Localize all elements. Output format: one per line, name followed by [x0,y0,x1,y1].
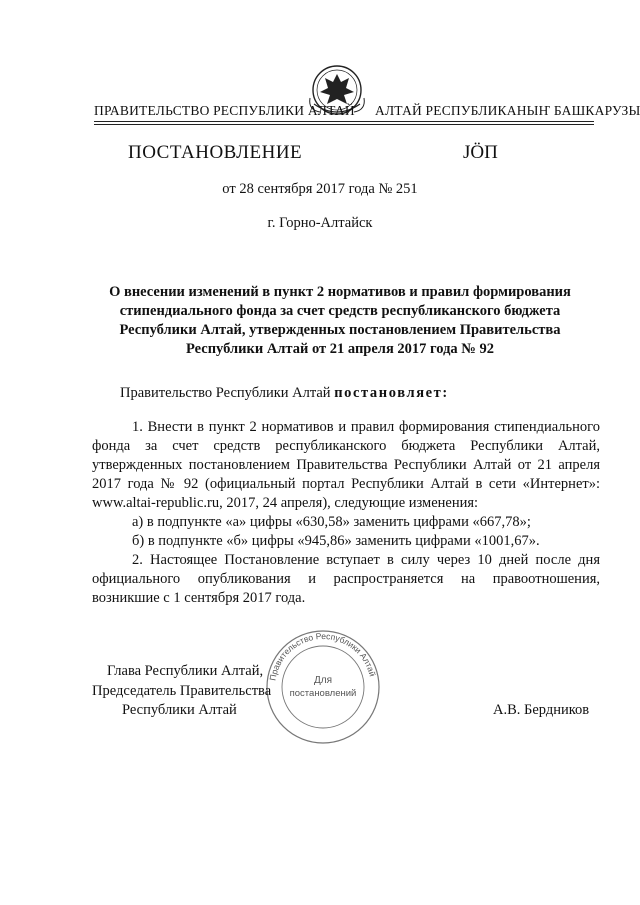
signatory-name: А.В. Бердников [493,702,590,718]
title-line: Республики Алтай, утвержденных постановлением Правительства [119,322,561,338]
doc-type-altai: JÖП [463,142,498,163]
signatory-title-2: Председатель Правительства [92,683,272,699]
org-name-russian: ПРАВИТЕЛЬСТВО РЕСПУБЛИКИ АЛТАЙ [94,103,355,118]
document-body [92,418,600,608]
stamp-center-line2: постановлений [289,688,357,699]
doc-type-russian: ПОСТАНОВЛЕНИЕ [128,142,303,163]
preamble-text: Правительство Республики Алтай [120,385,335,401]
paragraph-1: 1. Внести в пункт 2 нормативов и правил формирования стипендиального фонда за счет средств республиканского бюджета Республики Алтай, утвержденных постановлением Правительства Республики Алтай от 21 апреля 2017 года № 92 (официальный портал Республики Алтай в сети «Интернет»: www.altai-republic.ru, 2017, 24 апреля), следующие изменения: [92,419,600,511]
signatory-title-3: Республики Алтай [122,702,237,718]
title-line: Республики Алтай от 21 апреля 2017 года № 92 [185,341,494,357]
paragraph-1-item-b: б) в подпункте «б» цифры «945,86» заменить цифрами «1001,67». [132,533,540,549]
paragraph-2: 2. Настоящее Постановление вступает в силу через 10 дней после дня официального опубликования и распространяется на правоотношения, возникшие с 1 сентября 2017 года. [92,552,600,606]
stamp-ring-text: Правительство Республики Алтай [267,630,378,682]
org-name-altai: АЛТАЙ РЕСПУБЛИКАНЫҤ БАШКАРУЗЫ [375,103,640,118]
preamble [120,385,449,402]
preamble-emphasis: постановляет: [334,385,449,401]
title-line: О внесении изменений в пункт 2 нормативов и правил формирования [109,284,571,300]
header-rule-bottom [94,124,594,125]
document-title [100,283,580,359]
title-line: стипендиального фонда за счет средств республиканского бюджета [119,303,561,319]
stamp-center-line1: Для [313,675,333,686]
official-stamp [262,628,384,746]
document-date-number: от 28 сентября 2017 года № 251 [222,181,418,197]
document-city: г. Горно-Алтайск [267,215,373,231]
paragraph-1-item-a: а) в подпункте «а» цифры «630,58» заменить цифрами «667,78»; [132,514,531,530]
header-rule-top [94,121,594,122]
signatory-title-1: Глава Республики Алтай, [107,663,264,679]
